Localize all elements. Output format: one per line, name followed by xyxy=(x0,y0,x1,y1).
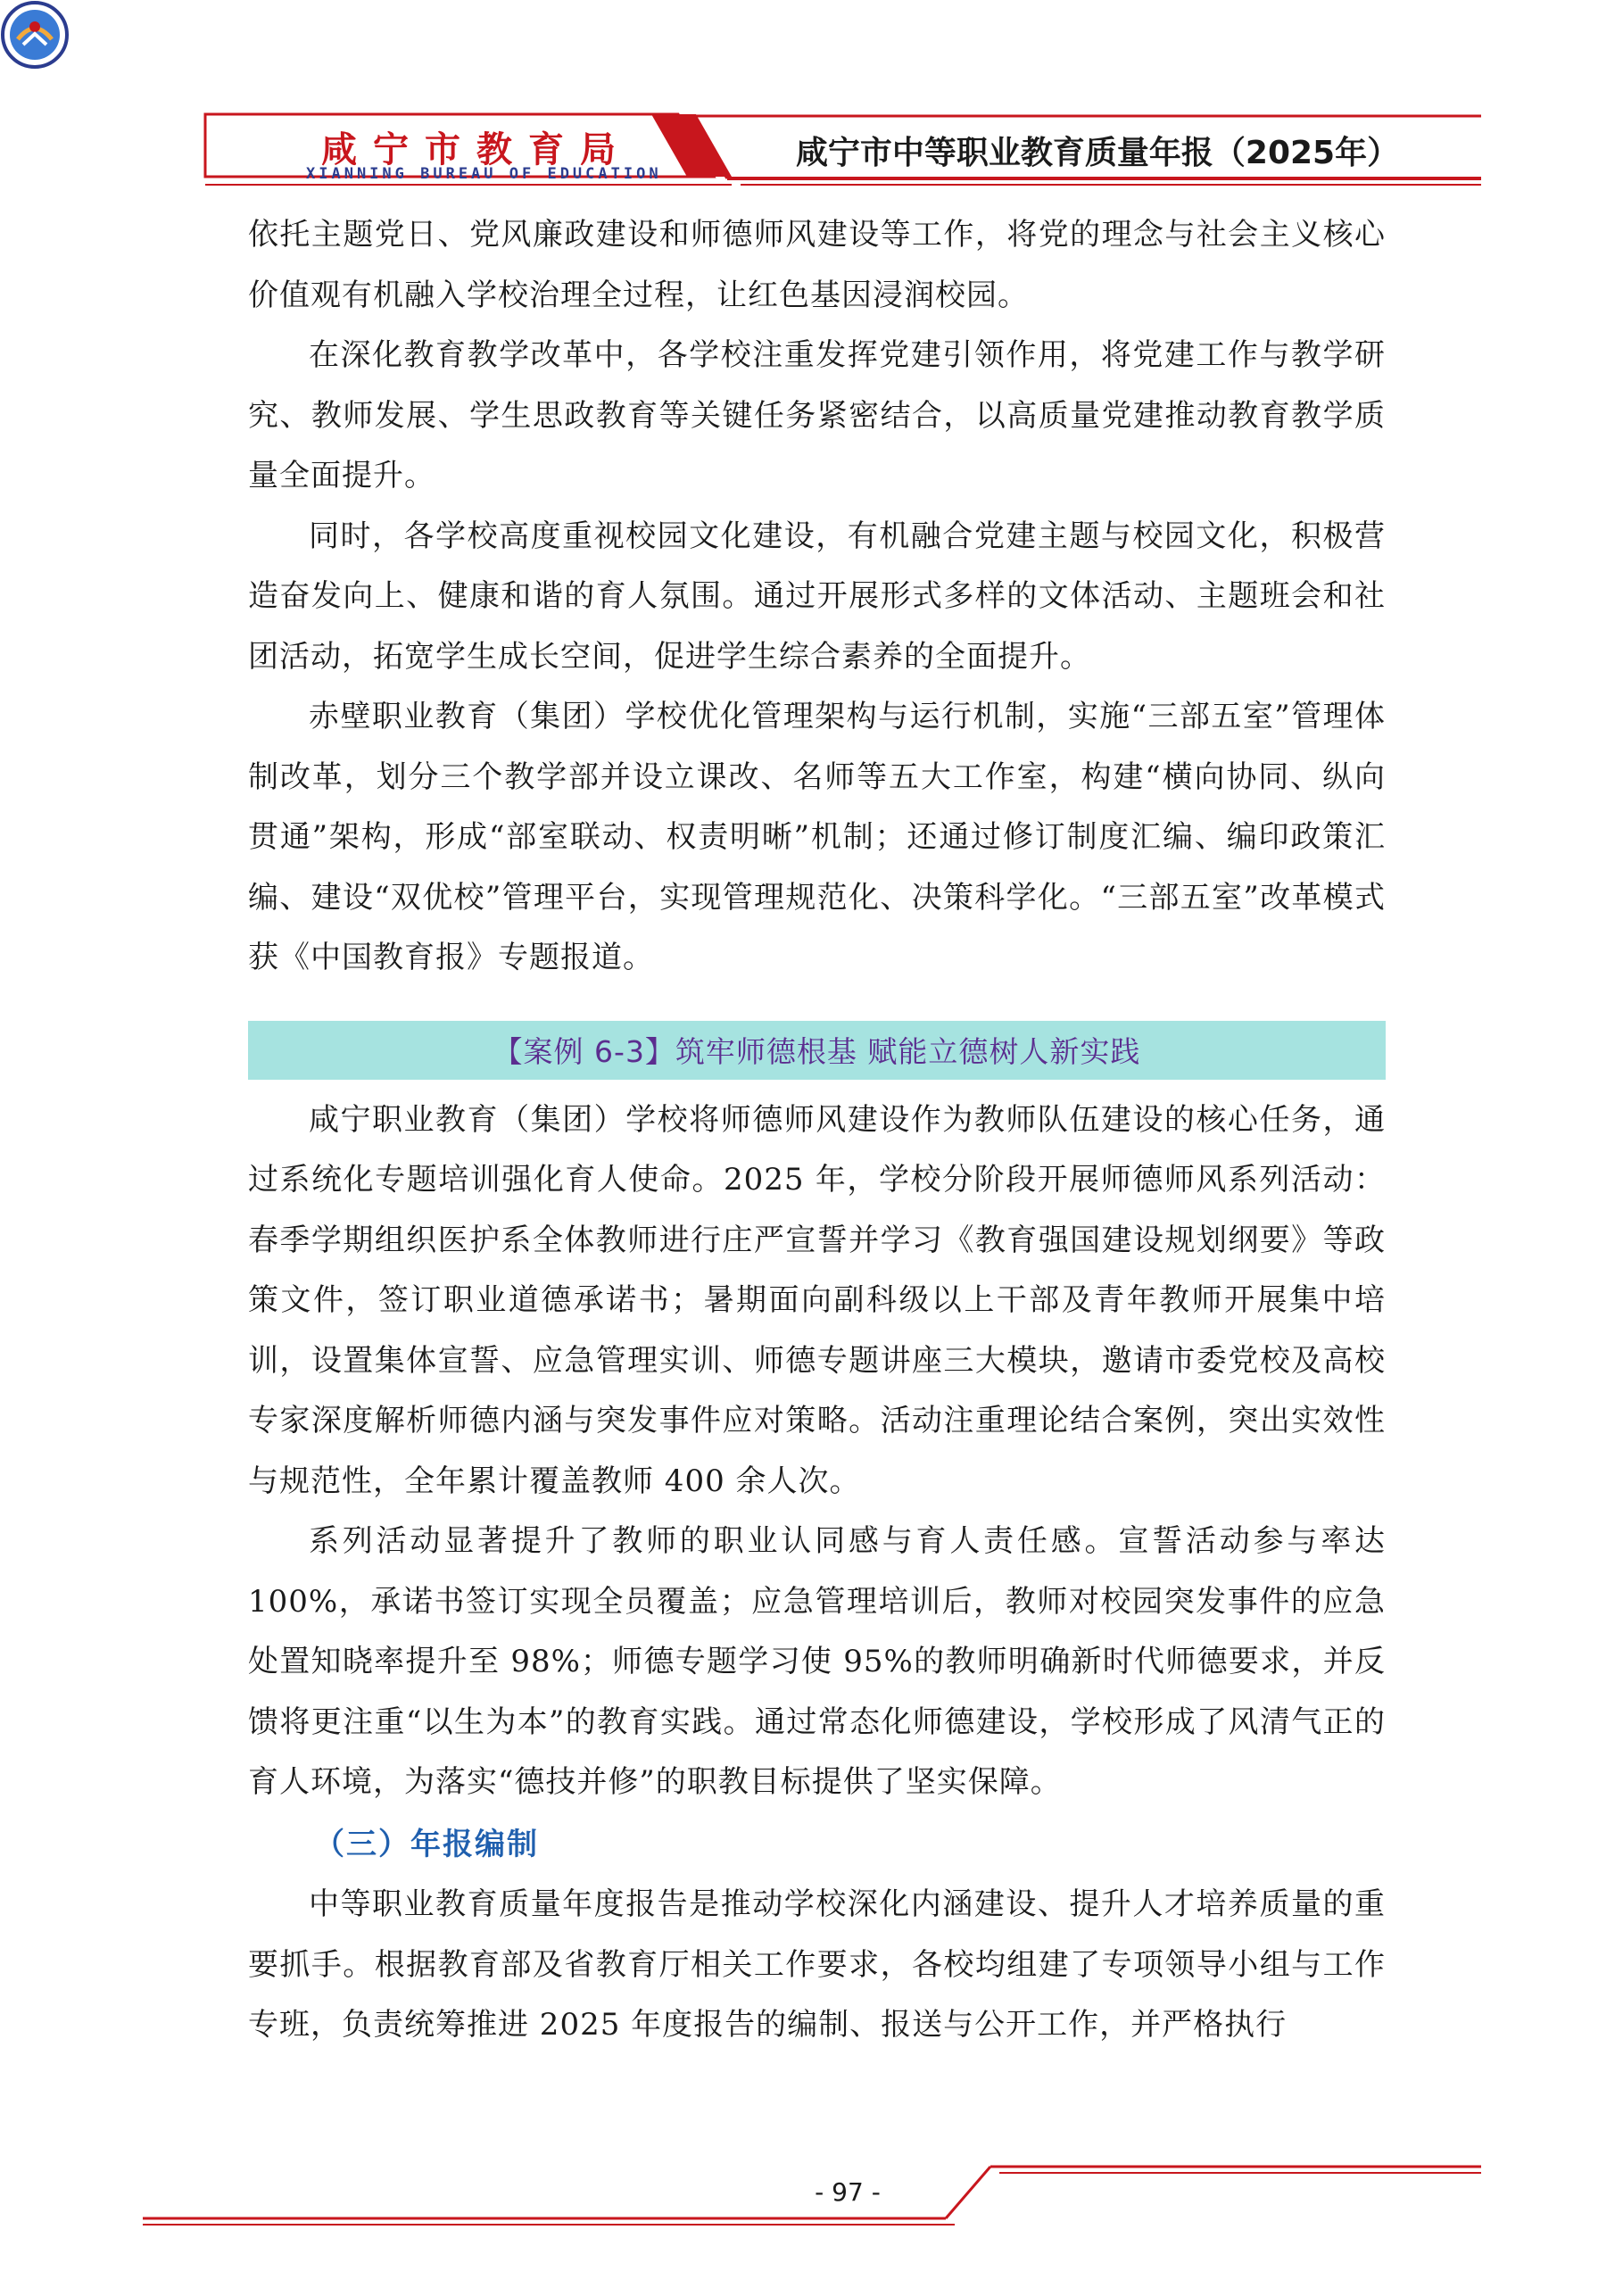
page-number: - 97 - xyxy=(815,2177,881,2207)
paragraph-continued: 依托主题党日、党风廉政建设和师德师风建设等工作，将党的理念与社会主义核心价值观有机融入学校治理全过程，让红色基因浸润校园。 xyxy=(248,217,1386,313)
section-paragraph: 中等职业教育质量年度报告是推动学校深化内涵建设、提升人才培养质量的重要抓手。根据教育部及省教育厅相关工作要求，各校均组建了专项领导小组与工作专班，负责统筹推进 2025 年度报告的编制、报送与公开工作，并严格执行 xyxy=(248,1886,1386,2043)
paragraph: 同时，各学校高度重视校园文化建设，有机融合党建主题与校园文化，积极营造奋发向上、健康和谐的育人氛围。通过开展形式多样的文体活动、主题班会和社团活动，拓宽学生成长空间，促进学生综合素养的全面提升。 xyxy=(248,518,1386,675)
case-title: 【案例 6-3】筑牢师德根基 赋能立德树人新实践 xyxy=(493,1034,1141,1069)
bureau-logo-icon xyxy=(0,0,70,70)
paragraph: 在深化教育教学改革中，各学校注重发挥党建引领作用，将党建工作与教学研究、教师发展、学生思政教育等关键任务紧密结合，以高质量党建推动教育教学质量全面提升。 xyxy=(248,337,1386,493)
case-paragraph: 咸宁职业教育（集团）学校将师德师风建设作为教师队伍建设的核心任务，通过系统化专题培训强化育人使命。2025 年，学校分阶段开展师德师风系列活动：春季学期组织医护系全体教师进行庄严宣誓并学习《教育强国建设规划纲要》等政策文件，签订职业道德承诺书；暑期面向副科级以上干部及青年教师开展集中培训，设置集体宣誓、应急管理实训、师德专题讲座三大模块，邀请市委党校及高校专家深度解析师德内涵与突发事件应对策略。活动注重理论结合案例，突出实效性与规范性，全年累计覆盖教师 400 余人次。 xyxy=(248,1101,1386,1499)
section-heading: （三）年报编制 xyxy=(314,1826,539,1862)
report-title: 咸宁市中等职业教育质量年报（2025年） xyxy=(795,135,1400,171)
paragraph: 赤壁职业教育（集团）学校优化管理架构与运行机制，实施“三部五室”管理体制改革，划分三个教学部并设立课改、名师等五大工作室，构建“横向协同、纵向贯通”架构，形成“部室联动、权责明晰”机制；还通过修订制度汇编、编印政策汇编、建设“双优校”管理平台，实现管理规范化、决策科学化。“三部五室”改革模式获《中国教育报》专题报道。 xyxy=(248,699,1386,975)
page-content xyxy=(248,205,1386,2056)
case-title-box xyxy=(248,1021,1386,1080)
org-name-en: XIANNING BUREAU OF EDUCATION xyxy=(306,165,662,183)
org-name-cn: 咸宁市教育局 xyxy=(321,128,632,170)
page-header xyxy=(0,0,1623,192)
page-footer xyxy=(0,2142,1623,2249)
case-paragraph: 系列活动显著提升了教师的职业认同感与育人责任感。宣誓活动参与率达100%，承诺书签订实现全员覆盖；应急管理培训后，教师对校园突发事件的应急处置知晓率提升至 98%；师德专题学习使 95%的教师明确新时代师德要求，并反馈将更注重“以生为本”的教育实践。通过常态化师德建设，学校形成了风清气正的育人环境，为落实“德技并修”的职教目标提供了坚实保障。 xyxy=(248,1523,1386,1800)
